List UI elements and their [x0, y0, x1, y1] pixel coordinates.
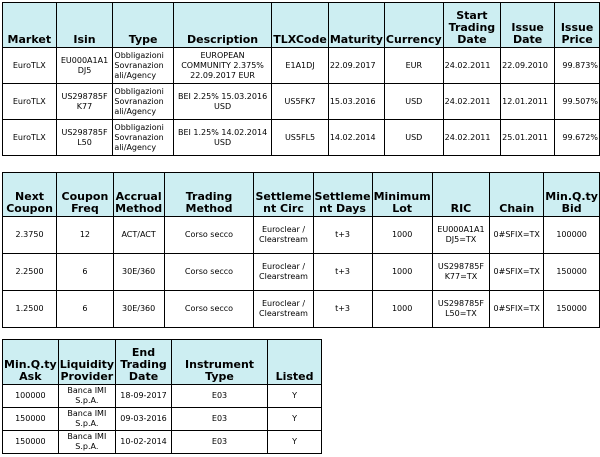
cell-type: Obbligazioni Sovranazion ali/Agency — [113, 48, 173, 84]
header-chain: Chain — [490, 173, 544, 217]
cell-settlement-circ: Euroclear / Clearstream — [254, 291, 313, 328]
cell-liquidity-provider: Banca IMI S.p.A. — [58, 431, 115, 454]
cell-ric: US298785F L50=TX — [432, 291, 490, 328]
header-maturity: Maturity — [328, 3, 384, 48]
cell-issue-date: 12.01.2011 — [501, 84, 555, 120]
cell-ric: EU000A1A1 DJ5=TX — [432, 217, 490, 254]
cell-description: EUROPEAN COMMUNITY 2.375% 22.09.2017 EUR — [173, 48, 271, 84]
cell-end-trading-date: 09-03-2016 — [116, 408, 172, 431]
liquidity-table — [2, 339, 322, 454]
cell-ric: US298785F K77=TX — [432, 254, 490, 291]
header-min-qty-bid: Min.Q.ty Bid — [544, 173, 600, 217]
cell-liquidity-provider: Banca IMI S.p.A. — [58, 385, 115, 408]
cell-listed: Y — [268, 431, 322, 454]
header-settlement-days: Settleme nt Days — [313, 173, 372, 217]
cell-currency: USD — [384, 84, 443, 120]
header-settlement-circ: Settleme nt Circ — [254, 173, 313, 217]
header-listed: Listed — [268, 340, 322, 385]
cell-issue-date: 25.01.2011 — [501, 120, 555, 156]
cell-issue-price: 99.873% — [555, 48, 600, 84]
cell-liquidity-provider: Banca IMI S.p.A. — [58, 408, 115, 431]
header-tlxcode: TLXCode — [272, 3, 329, 48]
cell-coupon-freq: 12 — [57, 217, 114, 254]
table-row — [3, 254, 600, 291]
cell-isin: EU000A1A1 DJ5 — [56, 48, 113, 84]
cell-tlxcode: US5FK7 — [272, 84, 329, 120]
cell-start-trading-date: 24.02.2011 — [443, 48, 500, 84]
header-start-trading-date: Start Trading Date — [443, 3, 500, 48]
cell-next-coupon: 1.2500 — [3, 291, 57, 328]
cell-market: EuroTLX — [3, 48, 57, 84]
header-liquidity-provider: Liquidity Provider — [58, 340, 115, 385]
table-row — [3, 431, 322, 454]
header-issue-date: Issue Date — [501, 3, 555, 48]
cell-end-trading-date: 18-09-2017 — [116, 385, 172, 408]
cell-isin: US298785F L50 — [56, 120, 113, 156]
table-row — [3, 385, 322, 408]
cell-start-trading-date: 24.02.2011 — [443, 84, 500, 120]
cell-maturity: 22.09.2017 — [328, 48, 384, 84]
cell-settlement-days: t+3 — [313, 254, 372, 291]
bond-info-table — [2, 2, 600, 156]
cell-listed: Y — [268, 408, 322, 431]
table-header-row — [3, 173, 600, 217]
cell-coupon-freq: 6 — [57, 291, 114, 328]
cell-accrual-method: 30E/360 — [113, 254, 164, 291]
cell-next-coupon: 2.2500 — [3, 254, 57, 291]
cell-maturity: 14.02.2014 — [328, 120, 384, 156]
cell-settlement-circ: Euroclear / Clearstream — [254, 254, 313, 291]
cell-end-trading-date: 10-02-2014 — [116, 431, 172, 454]
cell-next-coupon: 2.3750 — [3, 217, 57, 254]
cell-min-qty-bid: 100000 — [544, 217, 600, 254]
table-header-row — [3, 340, 322, 385]
cell-coupon-freq: 6 — [57, 254, 114, 291]
cell-minimum-lot: 1000 — [372, 217, 432, 254]
table-row — [3, 120, 600, 156]
cell-trading-method: Corso secco — [164, 254, 254, 291]
cell-min-qty-ask: 150000 — [3, 408, 59, 431]
cell-maturity: 15.03.2016 — [328, 84, 384, 120]
cell-trading-method: Corso secco — [164, 217, 254, 254]
header-isin: Isin — [56, 3, 113, 48]
header-trading-method: Trading Method — [164, 173, 254, 217]
cell-tlxcode: E1A1DJ — [272, 48, 329, 84]
table-row — [3, 217, 600, 254]
cell-instrument-type: E03 — [172, 385, 268, 408]
cell-min-qty-ask: 100000 — [3, 385, 59, 408]
cell-instrument-type: E03 — [172, 408, 268, 431]
cell-currency: USD — [384, 120, 443, 156]
coupon-settlement-table — [2, 172, 600, 328]
cell-description: BEI 2.25% 15.03.2016 USD — [173, 84, 271, 120]
cell-isin: US298785F K77 — [56, 84, 113, 120]
cell-chain: 0#SFIX=TX — [490, 217, 544, 254]
cell-min-qty-ask: 150000 — [3, 431, 59, 454]
header-issue-price: Issue Price — [555, 3, 600, 48]
header-currency: Currency — [384, 3, 443, 48]
cell-issue-price: 99.507% — [555, 84, 600, 120]
cell-settlement-circ: Euroclear / Clearstream — [254, 217, 313, 254]
header-end-trading-date: End Trading Date — [116, 340, 172, 385]
cell-listed: Y — [268, 385, 322, 408]
header-description: Description — [173, 3, 271, 48]
header-accrual-method: Accrual Method — [113, 173, 164, 217]
cell-chain: 0#SFIX=TX — [490, 254, 544, 291]
table-row — [3, 291, 600, 328]
cell-minimum-lot: 1000 — [372, 291, 432, 328]
cell-chain: 0#SFIX=TX — [490, 291, 544, 328]
cell-type: Obbligazioni Sovranazion ali/Agency — [113, 120, 173, 156]
table-row — [3, 48, 600, 84]
cell-trading-method: Corso secco — [164, 291, 254, 328]
header-next-coupon: Next Coupon — [3, 173, 57, 217]
cell-currency: EUR — [384, 48, 443, 84]
cell-market: EuroTLX — [3, 84, 57, 120]
cell-tlxcode: US5FL5 — [272, 120, 329, 156]
cell-type: Obbligazioni Sovranazion ali/Agency — [113, 84, 173, 120]
cell-accrual-method: 30E/360 — [113, 291, 164, 328]
cell-settlement-days: t+3 — [313, 217, 372, 254]
cell-minimum-lot: 1000 — [372, 254, 432, 291]
table-row — [3, 408, 322, 431]
header-instrument-type: Instrument Type — [172, 340, 268, 385]
cell-accrual-method: ACT/ACT — [113, 217, 164, 254]
header-ric: RIC — [432, 173, 490, 217]
cell-settlement-days: t+3 — [313, 291, 372, 328]
cell-issue-date: 22.09.2010 — [501, 48, 555, 84]
header-coupon-freq: Coupon Freq — [57, 173, 114, 217]
cell-description: BEI 1.25% 14.02.2014 USD — [173, 120, 271, 156]
header-min-qty-ask: Min.Q.ty Ask — [3, 340, 59, 385]
cell-instrument-type: E03 — [172, 431, 268, 454]
cell-market: EuroTLX — [3, 120, 57, 156]
cell-min-qty-bid: 150000 — [544, 254, 600, 291]
cell-issue-price: 99.672% — [555, 120, 600, 156]
header-market: Market — [3, 3, 57, 48]
table-header-row — [3, 3, 600, 48]
header-type: Type — [113, 3, 173, 48]
header-minimum-lot: Minimum Lot — [372, 173, 432, 217]
table-row — [3, 84, 600, 120]
cell-start-trading-date: 24.02.2011 — [443, 120, 500, 156]
cell-min-qty-bid: 150000 — [544, 291, 600, 328]
